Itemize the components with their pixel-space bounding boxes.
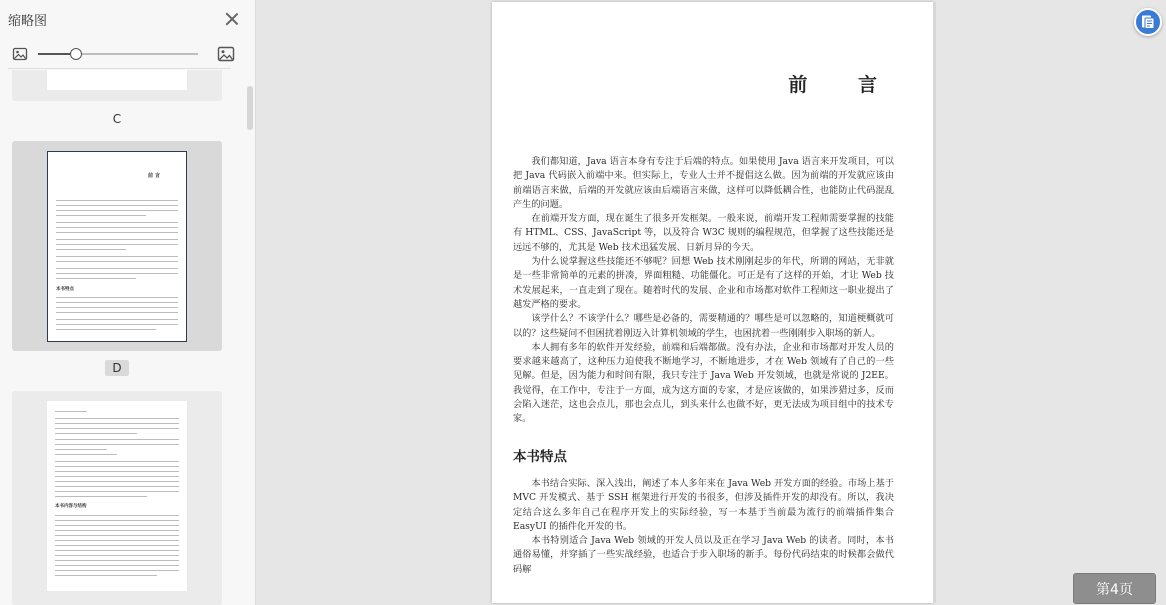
thumbnail-zoom-bar <box>0 38 255 70</box>
thumbnail-page-c[interactable] <box>12 70 222 101</box>
sidebar-header <box>0 0 255 38</box>
document-viewer <box>257 0 1166 605</box>
pdf-convert-icon <box>1140 14 1156 30</box>
thumbnail-sidebar <box>0 0 256 605</box>
paragraph: 本人拥有多年的软件开发经验，前端和后端都做。没有办法，企业和市场都对开发人员的要求越来越高了，这种压力迫使我不断地学习，不断地进步，才在 Web 领域有了自己的一些见解。但是，因为能力和时间有限，我只专注于 Java Web 开发领域，也就是常说的 J2EE。我觉得，在工作中，专注于一方面，成为这方面的专家，才是应该做的，如果涉猎过多，反而会陷入迷茫，这也会点儿，那也会点儿，到头来什么也做不好，更无法成为项目组中的技术专家。 <box>513 341 894 425</box>
preface-body <box>513 155 894 427</box>
sidebar-title: 缩略图 <box>8 13 48 29</box>
thumbnail-list <box>0 70 248 605</box>
thumbnail-label <box>0 360 234 376</box>
paragraph: 为什么说掌握这些技能还不够呢？回想 Web 技术刚刚起步的年代，所谓的网站，无非就是一些非常简单的元素的拼凑，界面粗糙、功能僵化。可正是有了这样的开始，才让 Web 技术发展起来，一直走到了现在。随着时代的发展、企业和市场都对软件工程师这一职业提出了越发严格的要求。 <box>513 256 894 310</box>
page-number-indicator[interactable]: 第4页 <box>1073 573 1156 604</box>
section-heading: 本书特点 <box>513 449 567 465</box>
paragraph: 在前端开发方面，现在诞生了很多开发框架。一般来说，前端开发工程师需要掌握的技能有 HTML、CSS、JavaScript 等，以及符合 W3C 规则的编程规范，但掌握了这些技能还是远远不够的，尤其是 Web 技术迅猛发展、日新月异的今天。 <box>513 213 894 253</box>
sidebar-divider <box>8 68 231 69</box>
thumbnail-zoom-slider[interactable] <box>38 47 198 61</box>
close-icon[interactable] <box>223 10 241 28</box>
thumbnail-page-next[interactable]: 本书内容与结构 <box>12 391 222 605</box>
thumbnail-page-d[interactable] <box>12 141 222 351</box>
thumbnail-label: C <box>112 112 122 126</box>
image-large-icon[interactable] <box>217 45 235 63</box>
slider-thumb[interactable] <box>70 48 82 60</box>
paragraph: 本书特别适合 Java Web 领域的开发人员以及正在学习 Java Web 的读者。同时，本书通俗易懂，并穿插了一些实战经验，也适合于步入职场的新手。每份代码结束的时候都会做代码解 <box>513 535 894 575</box>
sidebar-scrollbar[interactable] <box>247 86 253 130</box>
page-heading: 前 言 <box>788 74 899 96</box>
page-edge-shadow <box>933 2 936 603</box>
pdf-convert-button[interactable] <box>1134 8 1162 36</box>
image-small-icon[interactable] <box>12 46 28 62</box>
paragraph: 我们都知道，Java 语言本身有专注于后端的特点。如果使用 Java 语言来开发项目，可以把 Java 代码嵌入前端中来。但实际上，专业人士并不提倡这么做。因为前端的开发就应该由前端语言来做，后端的开发就应该由后端语言来做，这样可以降低耦合性，也能防止代码混乱产生的问题。 <box>513 156 894 210</box>
section-body <box>513 477 894 577</box>
page-thumbnail-image: 前言 本书特点 <box>47 151 187 342</box>
thumbnail-label-text: D <box>105 360 128 376</box>
paragraph: 该学什么？不该学什么？哪些是必备的，需要精通的？哪些是可以忽略的，知道梗概就可以的？这些疑问不但困扰着刚迈入计算机领域的学生，也困扰着一些刚刚步入职场的新人。 <box>513 313 894 339</box>
document-page <box>492 2 933 603</box>
mini-title: 前言 <box>147 173 162 179</box>
paragraph: 本书结合实际、深入浅出，阐述了本人多年来在 Java Web 开发方面的经验。市场上基于 MVC 开发模式、基于 SSH 框架进行开发的书很多，但涉及插件开发的却没有。所以，我决定结合这么多年自己在程序开发上的实际经验，写一本基于当前最为流行的前端插件集合 EasyUI 的插件化开发的书。 <box>513 478 894 532</box>
